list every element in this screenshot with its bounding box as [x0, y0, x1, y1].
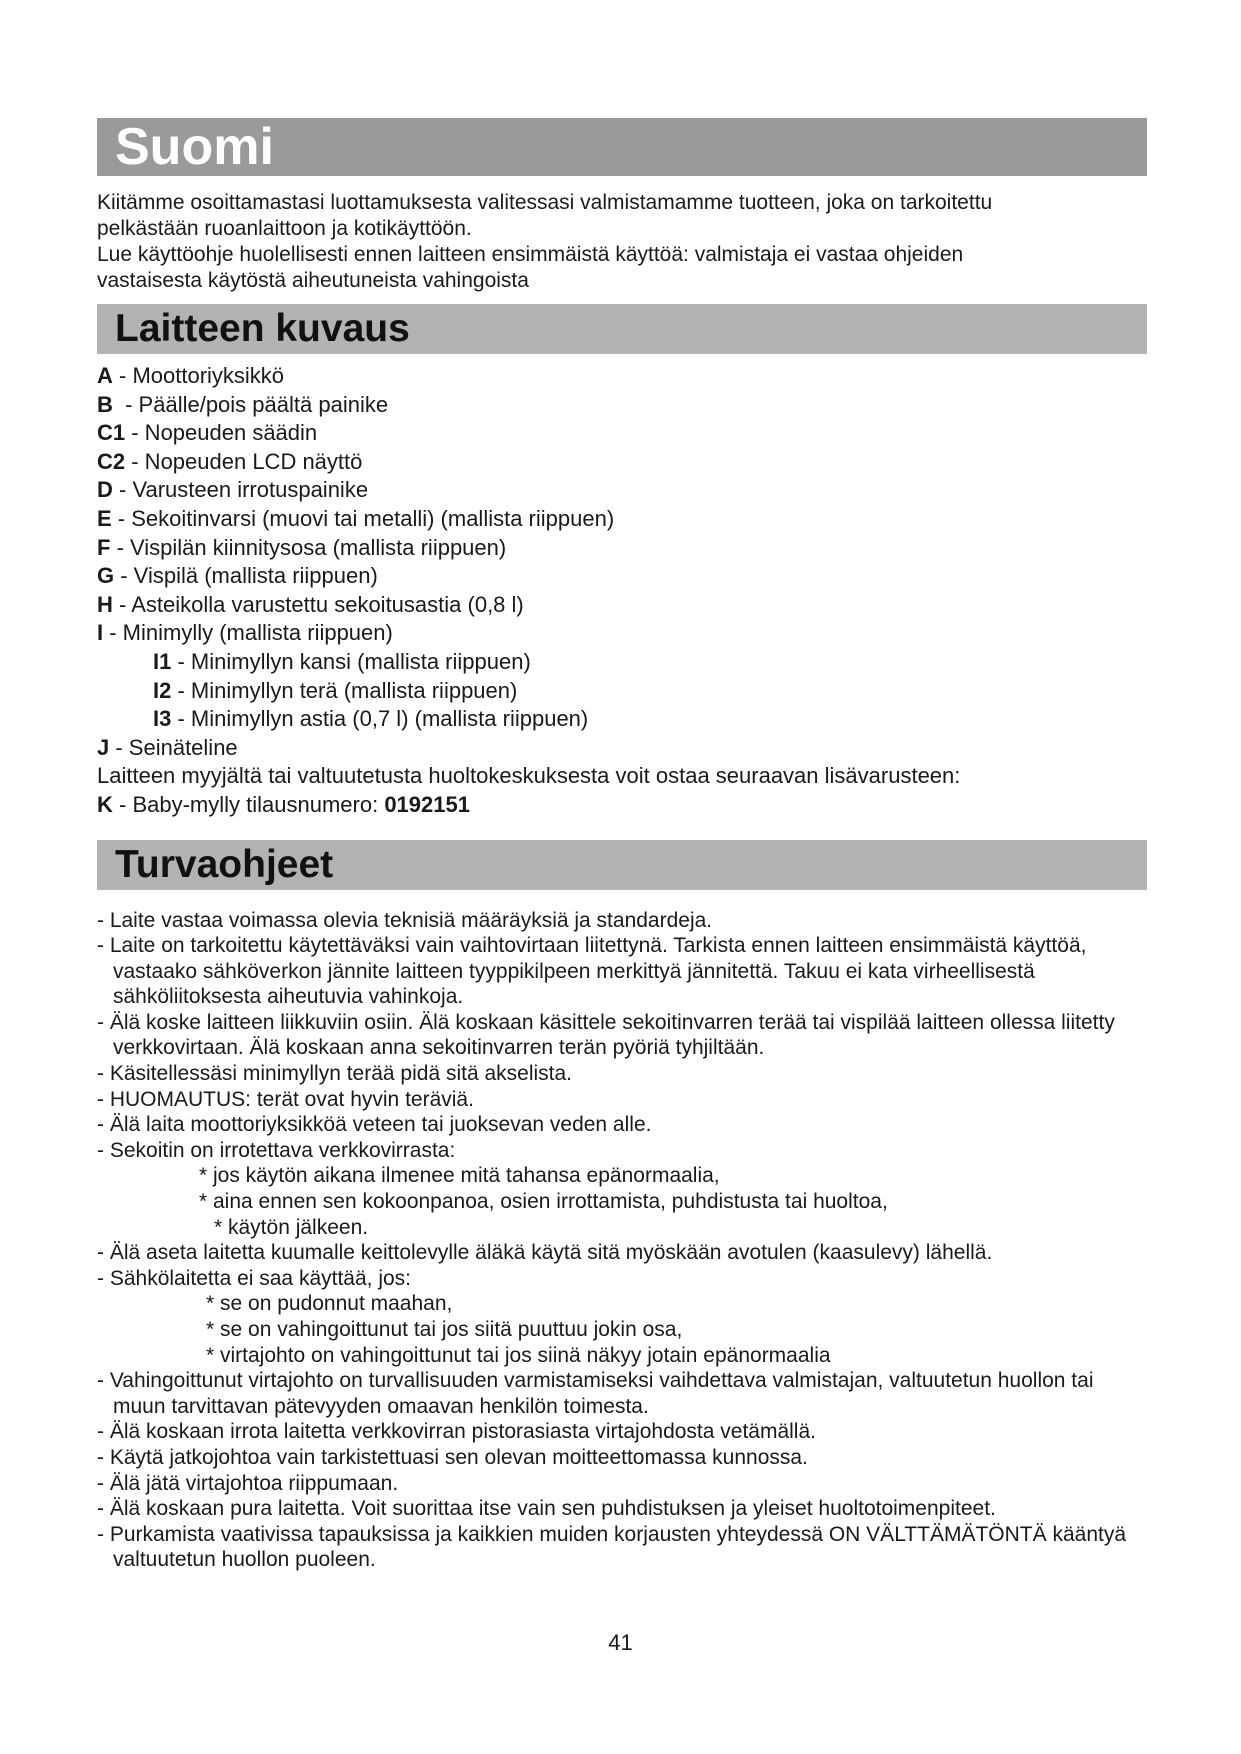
- manual-page: [97, 118, 1147, 1573]
- part-label: - Vispilä (mallista riippuen): [114, 563, 378, 589]
- part-label: - Baby-mylly tilausnumero:: [112, 791, 385, 817]
- safety-item: - Käsitellessäsi minimyllyn terää pidä sitä akselista.: [97, 1062, 573, 1086]
- safety-item: - Älä koskaan irrota laitetta verkkovirran pistorasiasta virtajohdosta vetämällä.: [97, 1420, 816, 1444]
- part-code: G: [97, 563, 115, 589]
- order-number: 0192151: [384, 791, 470, 817]
- part-label: - Minimyllyn kansi (mallista riippuen): [171, 648, 531, 674]
- part-item: [97, 362, 1147, 391]
- part-code: I3: [153, 706, 172, 732]
- accessory-note: Laitteen myyjältä tai valtuutetusta huoltokeskuksesta voit ostaa seuraavan lisävarusteen:: [97, 763, 961, 789]
- safety-item: - Älä aseta laitetta kuumalle keittolevylle äläkä käytä sitä myöskään avotulen (kaasulevy) lähellä.: [97, 1241, 993, 1265]
- part-item: [97, 448, 1147, 477]
- part-code: J: [97, 734, 110, 760]
- part-subitem: [97, 705, 1147, 734]
- safety-subitem: * virtajohto on vahingoittunut tai jos siinä näkyy jotain epänormaalia: [206, 1343, 831, 1367]
- part-code: D: [97, 477, 113, 503]
- part-label: - Varusteen irrotuspainike: [112, 477, 369, 503]
- part-code: I: [97, 620, 104, 646]
- part-code: K: [97, 791, 113, 817]
- safety-item: - Laite on tarkoitettu käytettäväksi vain vaihtovirtaan liitettynä. Tarkista ennen laitteen ensimmäistä käyttöä, vastaako sähköverkon jännite laitteen tyyppikilpeen merkittyä jännitettä. Takuu ei kata virheellisestä sähköliitoksesta aiheutuvia vahinkoja.: [97, 934, 1087, 1009]
- part-item: [97, 391, 1147, 420]
- part-subitem: [97, 648, 1147, 677]
- part-label: - Päälle/pois päältä painike: [112, 391, 389, 417]
- part-code: C1: [97, 420, 126, 446]
- part-code: H: [97, 591, 113, 617]
- safety-item: - HUOMAUTUS: terät ovat hyvin teräviä.: [97, 1087, 474, 1111]
- part-label: - Sekoitinvarsi (muovi tai metalli) (mallista riippuen): [111, 505, 615, 531]
- safety-item: - Vahingoittunut virtajohto on turvallisuuden varmistamiseksi vaihdettava valmistajan, valtuutetun huollon tai muun tarvittavan pätevyyden omaavan henkilön toimesta.: [97, 1369, 1094, 1418]
- section-heading-safety: Turvaohjeet: [97, 840, 1147, 890]
- safety-item: - Purkamista vaativissa tapauksissa ja kaikkien muiden korjausten yhteydessä ON VÄLTTÄMÄTÖNTÄ kääntyä valtuutetun huollon puoleen.: [97, 1522, 1127, 1572]
- part-code: E: [97, 505, 112, 531]
- safety-item: - Älä laita moottoriyksikköä veteen tai juoksevan veden alle.: [97, 1113, 652, 1137]
- safety-item: - Älä koske laitteen liikkuviin osiin. Älä koskaan käsittele sekoitinvarren terää tai vispilää laitteen ollessa liitetty verkkovirtaan. Älä koskaan anna sekoitinvarren terän pyöriä tyhjiltään.: [97, 1010, 1115, 1060]
- part-label: - Moottoriyksikkö: [112, 363, 285, 388]
- part-item: [97, 419, 1147, 448]
- part-code: I1: [153, 648, 172, 674]
- intro-line: pelkästään ruoanlaittoon ja kotikäyttöön.: [97, 217, 472, 240]
- part-code: B: [97, 391, 113, 417]
- safety-subitem: * se on vahingoittunut tai jos siitä puuttuu jokin osa,: [206, 1318, 683, 1341]
- page-number: 41: [608, 1630, 633, 1655]
- safety-subitem: * käytön jälkeen.: [214, 1215, 369, 1239]
- intro-text: [97, 190, 1147, 294]
- part-item: [97, 562, 1147, 591]
- part-item: [97, 619, 1147, 648]
- part-subitem: [97, 677, 1147, 706]
- part-label: - Nopeuden säädin: [125, 420, 318, 446]
- page-title: Suomi: [97, 118, 1147, 176]
- part-label: - Vispilän kiinnitysosa (mallista riippuen): [110, 534, 507, 560]
- safety-item: - Laite vastaa voimassa olevia teknisiä määräyksiä ja standardeja.: [97, 908, 713, 932]
- safety-item: - Sähkölaitetta ei saa käyttää, jos:: [97, 1266, 412, 1290]
- accessory-item: [97, 791, 1147, 820]
- safety-item: - Älä koskaan pura laitetta. Voit suorittaa itse vain sen puhdistuksen ja yleiset huoltotoimenpiteet.: [97, 1497, 996, 1521]
- part-label: - Minimyllyn terä (mallista riippuen): [171, 677, 518, 703]
- safety-item: - Sekoitin on irrotettava verkkovirrasta:: [97, 1138, 456, 1162]
- part-label: - Minimylly (mallista riippuen): [103, 620, 393, 646]
- part-code: I2: [153, 677, 172, 703]
- intro-line: Lue käyttöohje huolellisesti ennen laitteen ensimmäistä käyttöä: valmistaja ei vastaa ohjeiden: [97, 243, 964, 266]
- part-code: A: [97, 363, 113, 388]
- part-label: - Asteikolla varustettu sekoitusastia (0,8 l): [112, 591, 524, 617]
- part-item: [97, 476, 1147, 505]
- section-heading-description: Laitteen kuvaus: [97, 304, 1147, 354]
- part-item: [97, 505, 1147, 534]
- safety-subitem: * se on pudonnut maahan,: [206, 1292, 453, 1316]
- intro-line: Kiitämme osoittamastasi luottamuksesta valitessasi valmistamamme tuotteen, joka on tarkoitettu: [97, 191, 993, 214]
- part-item: [97, 534, 1147, 563]
- part-item: [97, 591, 1147, 620]
- safety-item: - Älä jätä virtajohtoa riippumaan.: [97, 1471, 399, 1495]
- part-label: - Seinäteline: [109, 734, 238, 760]
- part-label: - Minimyllyn astia (0,7 l) (mallista riippuen): [171, 706, 589, 732]
- safety-subitem: * jos käytön aikana ilmenee mitä tahansa epänormaalia,: [199, 1164, 720, 1188]
- part-label: - Nopeuden LCD näyttö: [125, 448, 363, 474]
- parts-list: [97, 362, 1147, 820]
- part-code: F: [97, 534, 111, 560]
- safety-subitem: * aina ennen sen kokoonpanoa, osien irrottamista, puhdistusta tai huoltoa,: [199, 1190, 888, 1214]
- intro-line: vastaisesta käytöstä aiheutuneista vahingoista: [97, 269, 529, 292]
- part-code: C2: [97, 448, 126, 474]
- part-item: [97, 734, 1147, 763]
- safety-list: [97, 908, 1147, 1573]
- safety-item: - Käytä jatkojohtoa vain tarkistettuasi sen olevan moitteettomassa kunnossa.: [97, 1445, 808, 1469]
